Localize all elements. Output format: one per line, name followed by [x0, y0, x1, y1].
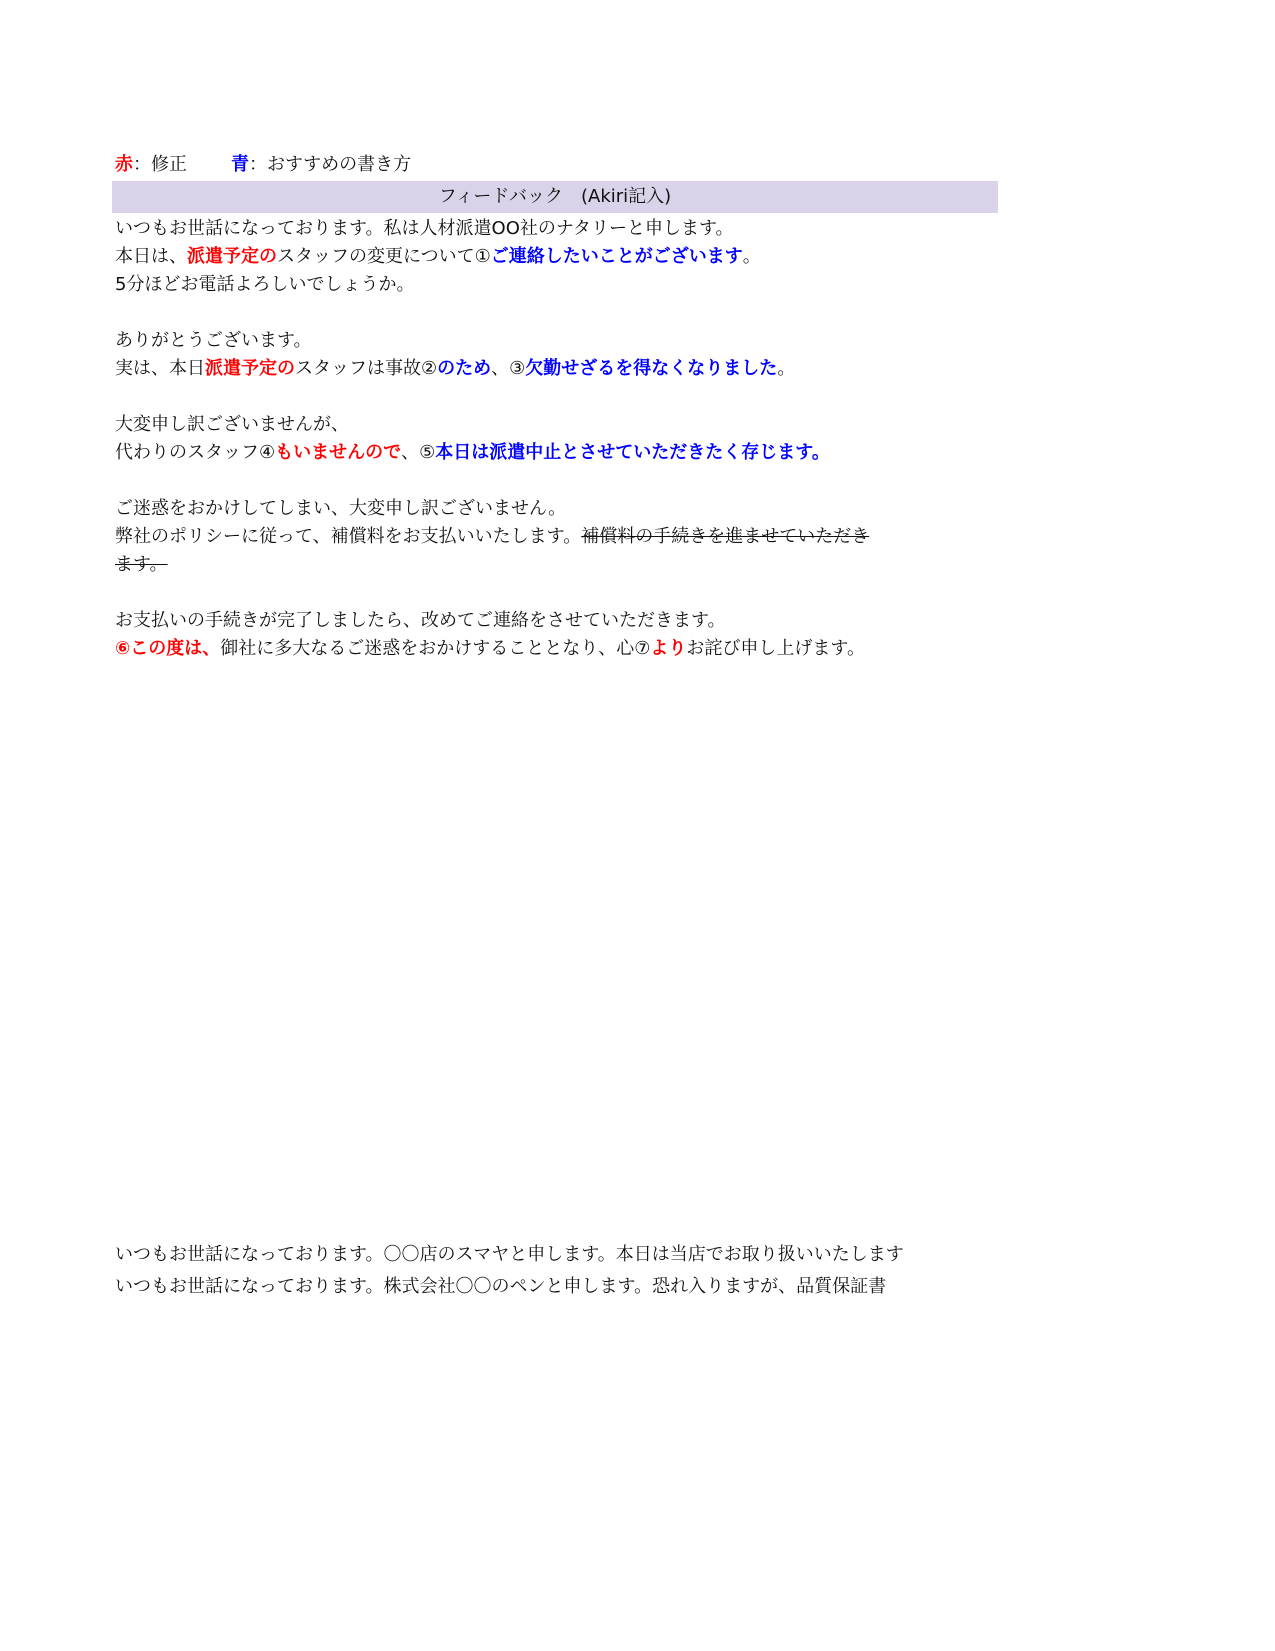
feedback-header: フィードバック (Akiri記入) [112, 181, 998, 213]
body-line-2 [115, 243, 995, 271]
text-segment: 御社に多大なるご迷惑をおかけすることとなり、心⑦ [220, 638, 651, 659]
body-line-11: お支払いの手続きが完了しましたら、改めてご連絡をさせていただきます。 [115, 610, 726, 631]
correction-text: 派遣予定の [205, 358, 295, 379]
text-segment: 。 [777, 358, 796, 379]
correction-text: 派遣予定の [187, 246, 277, 267]
text-segment: 。 [742, 246, 761, 267]
body-line-12 [115, 635, 995, 663]
text-segment: 代わりのスタッフ④ [115, 442, 276, 463]
legend-red-desc: ：修正 [133, 154, 187, 175]
text-segment: スタッフの変更について① [277, 246, 491, 267]
correction-text: より [650, 638, 687, 659]
suggestion-text: のため [437, 358, 492, 379]
body-line-7 [115, 439, 995, 467]
body-line-5 [115, 355, 995, 383]
body-line-4: ありがとうございます。 [115, 330, 312, 351]
bottom-rows [115, 1239, 998, 1303]
body-line-9 [115, 523, 995, 551]
struck-text: ます。 [115, 554, 168, 575]
legend-blue-key: 青 [231, 154, 249, 175]
text-segment: 本日は、 [115, 246, 187, 267]
legend-red-key: 赤 [115, 154, 133, 175]
text-segment: 、③ [491, 358, 526, 379]
color-legend [115, 152, 411, 178]
body-line-1: いつもお世話になっております。私は人材派遣OO社のナタリーと申します。 [115, 218, 734, 239]
text-segment: 、⑤ [401, 442, 436, 463]
bottom-row-2: いつもお世話になっております。株式会社〇〇のペンと申します。恐れ入りますが、品質保証書 [115, 1276, 887, 1297]
body-line-8: ご迷惑をおかけしてしまい、大変申し訳ございません。 [115, 498, 567, 519]
suggestion-text: 欠勤せざるを得なくなりました [525, 358, 778, 379]
suggestion-text: ご連絡したいことがございます [490, 246, 743, 267]
correction-text: ⑥この度は、 [115, 638, 221, 659]
legend-blue-desc: ：おすすめの書き方 [249, 154, 412, 175]
suggestion-text: 本日は派遣中止とさせていただきたく存じます。 [435, 442, 830, 463]
text-segment: お詫び申し上げます。 [686, 638, 865, 659]
struck-text: 補償料の手続きを進ませていただき [581, 526, 870, 547]
feedback-body [115, 215, 995, 663]
body-line-6: 大変申し訳ございませんが、 [115, 414, 349, 435]
correction-text: もいませんので [275, 442, 402, 463]
text-segment: 実は、本日 [115, 358, 205, 379]
text-segment: スタッフは事故② [295, 358, 438, 379]
bottom-row-1: いつもお世話になっております。〇〇店のスマヤと申します。本日は当店でお取り扱いいたします [115, 1244, 904, 1265]
text-segment: 弊社のポリシーに従って、補償料をお支払いいたします。 [115, 526, 582, 547]
body-line-3: 5分ほどお電話よろしいでしょうか。 [115, 274, 415, 295]
body-line-10 [115, 551, 995, 579]
